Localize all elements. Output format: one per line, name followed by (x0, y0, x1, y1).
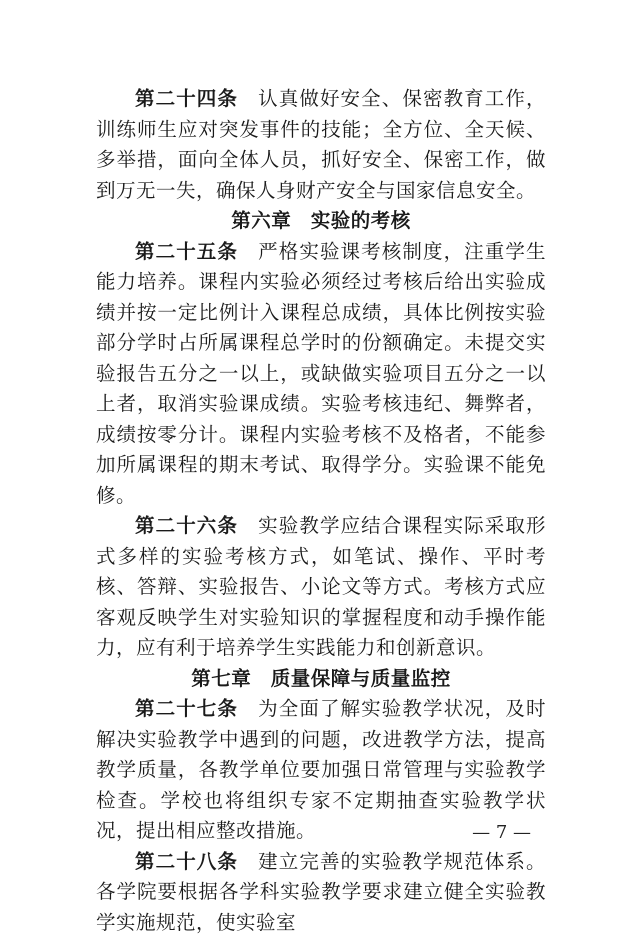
article-text: 严格实验课考核制度，注重学生能力培养。课程内实验必须经过考核后给出实验成绩并按一定比例计入课程总成绩，具体比例按实验部分学时占所属课程总学时的份额确定。未提交实验报告五分之一以上，或缺做实验项目五分之一以上者，取消实验课成绩。实验考核违纪、舞弊者，成绩按零分计。课程内实验考核不及格者，不能参加所属课程的期末考试、取得学分。实验课不能免修。 (96, 240, 546, 507)
article-text: 为全面了解实验教学状况，及时解决实验教学中遇到的问题，改进教学方法，提高教学质量，各教学单位要加强日常管理与实验教学检查。学校也将组织专家不定期抽查实验教学状况，提出相应整改措施。 (96, 697, 546, 842)
article-number: 第二十八条 (135, 850, 238, 873)
chapter-number: 第六章 (231, 209, 291, 232)
article-25 (96, 237, 546, 512)
page-number: — 7 — (472, 822, 531, 843)
article-28 (96, 847, 546, 938)
article-number: 第二十七条 (135, 697, 238, 720)
article-number: 第二十四条 (135, 87, 238, 110)
chapter-title: 质量保障与质量监控 (271, 667, 451, 690)
article-text: 实验教学应结合课程实际采取形式多样的实验考核方式，如笔试、操作、平时考核、答辩、实验报告、小论文等方式。考核方式应客观反映学生对实验知识的掌握程度和动手操作能力，应有利于培养学生实践能力和创新意识。 (96, 514, 546, 659)
article-text: 认真做好安全、保密教育工作，训练师生应对突发事件的技能；全方位、全天候、多举措，面向全体人员，抓好安全、保密工作，做到万无一失，确保人身财产安全与国家信息安全。 (96, 87, 546, 202)
document-body (96, 84, 546, 938)
chapter-6-heading (96, 206, 546, 237)
chapter-title: 实验的考核 (311, 209, 411, 232)
article-24 (96, 84, 546, 206)
article-text: 建立完善的实验教学规范体系。各学院要根据各学科实验教学要求建立健全实验教学实施规范，使实验室 (96, 850, 546, 934)
article-26 (96, 511, 546, 664)
article-number: 第二十六条 (135, 514, 238, 537)
chapter-7-heading (96, 664, 546, 695)
article-number: 第二十五条 (135, 240, 238, 263)
chapter-number: 第七章 (191, 667, 251, 690)
